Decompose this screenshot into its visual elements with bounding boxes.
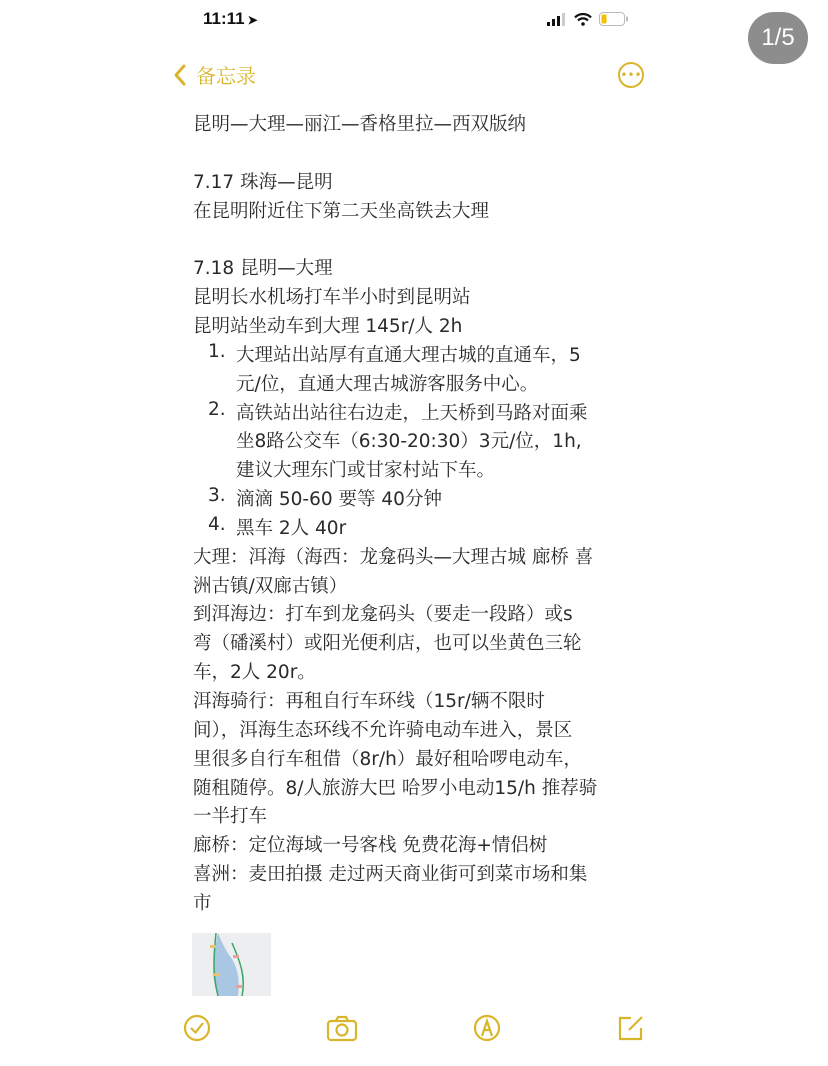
note-line: 一半打车 (193, 806, 268, 828)
markup-icon (473, 1014, 501, 1042)
note-line: 洲古镇/双廊古镇） (193, 575, 348, 597)
note-line: 7.17 珠海—昆明 (193, 171, 333, 193)
back-label: 备忘录 (196, 64, 256, 88)
note-line: 昆明长水机场打车半小时到昆明站 (193, 287, 471, 309)
list-number: 4. (208, 513, 226, 535)
list-item-line: 坐8路公交车（6:30-20:30）3元/位，1h, (236, 431, 582, 453)
time-text: 11:11 (203, 9, 245, 28)
note-line: 在昆明附近住下第二天坐高铁去大理 (193, 200, 490, 222)
image-counter: 1/5 (748, 12, 808, 64)
note-line: 昆明—大理—丽江—香格里拉—西双版纳 (193, 114, 527, 135)
list-number: 2. (208, 398, 226, 420)
note-line: 市 (193, 892, 212, 914)
wifi-icon (574, 13, 592, 26)
list-number: 3. (208, 485, 226, 507)
checklist-icon (183, 1014, 211, 1042)
signal-icon (547, 13, 567, 26)
note-line: 昆明站坐动车到大理 145r/人 2h (193, 315, 463, 337)
ellipsis-icon: ••• (620, 68, 642, 82)
list-item-line: 建议大理东门或甘家村站下车。 (236, 460, 496, 482)
location-arrow-icon: ➤ (247, 13, 258, 27)
note-line: 7.18 昆明—大理 (193, 258, 333, 280)
note-line: 大理：洱海（海西：龙龛码头—大理古城 廊桥 喜 (193, 546, 594, 568)
list-item-line: 滴滴 50-60 要等 40分钟 (236, 489, 442, 511)
note-line: 随租随停。8/人旅游大巴 哈罗小电动15/h 推荐骑 (193, 777, 598, 799)
status-time (203, 9, 258, 29)
note-line: 车，2人 20r。 (193, 662, 316, 684)
note-line: 弯（磻溪村）或阳光便利店，也可以坐黄色三轮 (193, 633, 582, 655)
battery-icon (599, 12, 629, 26)
note-line: 廊桥：定位海域一号客栈 免费花海+情侣树 (193, 835, 548, 857)
compose-button[interactable] (617, 1014, 645, 1046)
note-line: 到洱海边：打车到龙龛码头（要走一段路）或s (193, 604, 573, 626)
list-number: 1. (208, 340, 226, 362)
map-thumbnail[interactable] (192, 933, 271, 996)
markup-button[interactable] (473, 1014, 501, 1046)
more-options-button[interactable] (618, 62, 644, 88)
note-line: 里很多自行车租借（8r/h）最好租哈啰电动车， (193, 748, 582, 770)
camera-button[interactable] (326, 1014, 358, 1046)
camera-icon (326, 1014, 358, 1042)
status-icons (547, 12, 629, 26)
list-item-line: 高铁站出站往右边走，上天桥到马路对面乘 (236, 402, 588, 424)
list-item-line: 元/位，直通大理古城游客服务中心。 (236, 373, 539, 395)
chevron-left-icon (172, 63, 188, 87)
checklist-button[interactable] (183, 1014, 211, 1046)
back-button[interactable] (172, 60, 256, 89)
note-line: 洱海骑行：再租自行车环线（15r/辆不限时 (193, 691, 545, 712)
note-line: 喜洲：麦田拍摄 走过两天商业街可到菜市场和集 (193, 864, 588, 886)
map-image (192, 933, 271, 996)
list-item-line: 大理站出站厚有直通大理古城的直通车，5 (236, 344, 581, 366)
note-line: 间），洱海生态环线不允许骑电动车进入，景区 (193, 719, 573, 741)
compose-icon (617, 1014, 645, 1042)
list-item-line: 黑车 2人 40r (236, 517, 347, 539)
